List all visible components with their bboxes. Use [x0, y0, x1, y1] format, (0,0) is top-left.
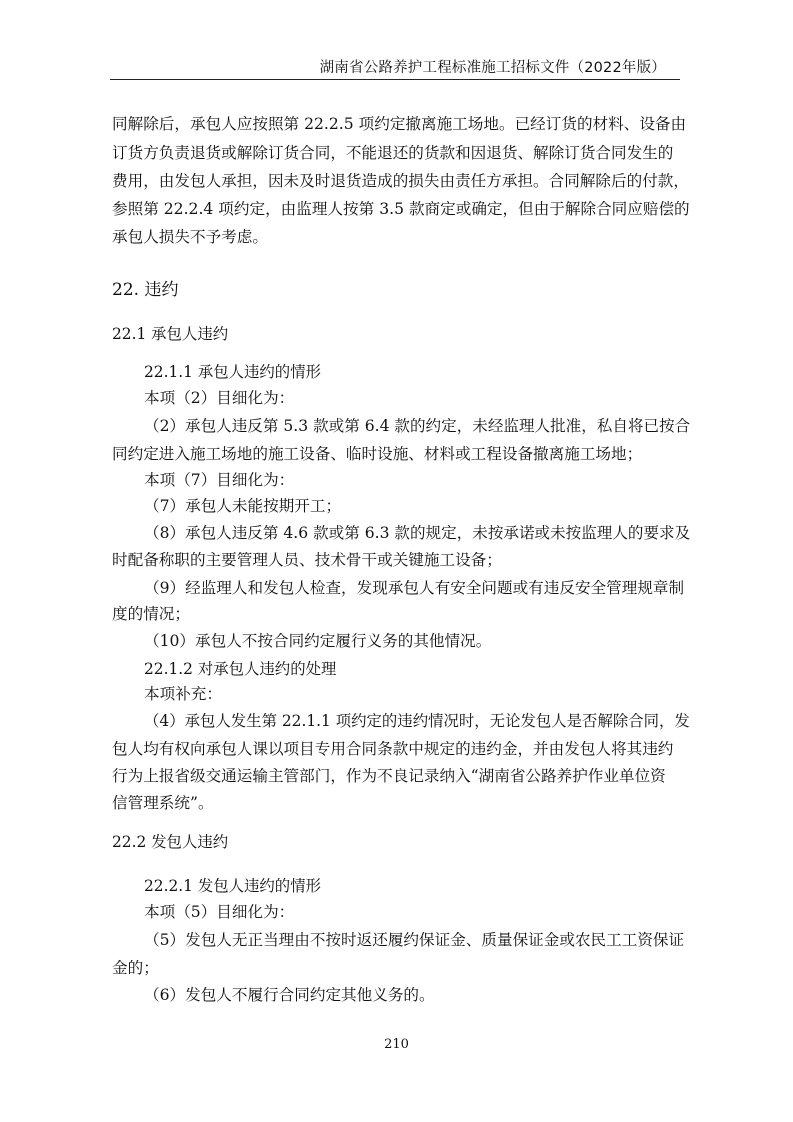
section-heading: 22. 违约 — [112, 280, 179, 300]
body-line: 金的； — [112, 959, 159, 977]
body-line: （8）承包人违反第 4.6 款或第 6.3 款的规定，未按承诺或未按监理人的要求及 — [144, 524, 691, 542]
item-heading: 22.1.2 对承包人违约的处理 — [144, 660, 337, 678]
body-line: （4）承包人发生第 22.1.1 项约定的违约情况时，无论发包人是否解除合同，发 — [144, 712, 690, 730]
body-line: （6）发包人不履行合同约定其他义务的。 — [144, 986, 435, 1004]
body-line: 本项（7）目细化为： — [144, 471, 295, 489]
body-line: 本项（5）目细化为： — [144, 903, 295, 921]
header-title: 湖南省公路养护工程标准施工招标文件（2022年版） — [319, 60, 666, 76]
page-number: 210 — [384, 1037, 409, 1052]
body-line: 同解除后，承包人应按照第 22.2.5 项约定撤离施工场地。已经订货的材料、设备由 — [112, 115, 687, 133]
body-line: 同约定进入施工场地的施工设备、临时设施、材料或工程设备撤离施工场地； — [112, 445, 643, 463]
body-line: 行为上报省级交通运输主管部门，作为不良记录纳入“湖南省公路养护作业单位资 — [112, 767, 666, 785]
body-line: 参照第 22.2.4 项约定，由监理人按第 3.5 款商定或确定，但由于解除合同应赔偿的 — [112, 200, 690, 218]
subsection-heading: 22.1 承包人违约 — [112, 325, 229, 343]
body-line: 时配备称职的主要管理人员、技术骨干或关键施工设备； — [112, 551, 502, 569]
body-line: （5）发包人无正当理由不按时返还履约保证金、质量保证金或农民工工资保证 — [144, 931, 685, 949]
body-line: 订货方负责退货或解除订货合同，不能退还的货款和因退货、解除订货合同发生的 — [112, 144, 674, 162]
body-line: 包人均有权向承包人课以项目专用合同条款中规定的违约金，并由发包人将其违约 — [112, 740, 674, 758]
item-heading: 22.1.1 承包人违约的情形 — [144, 363, 321, 381]
subsection-heading: 22.2 发包人违约 — [112, 833, 229, 851]
body-line: 信管理系统”。 — [112, 794, 214, 812]
body-line: 承包人损失不予考虑。 — [112, 228, 268, 246]
body-line: 本项（2）目细化为： — [144, 389, 295, 407]
header-rule — [110, 79, 680, 80]
body-line: （7）承包人未能按期开工； — [144, 497, 342, 515]
body-line: （9）经监理人和发包人检查，发现承包人有安全问题或有违反安全管理规章制 — [144, 579, 685, 597]
body-line: （2）承包人违反第 5.3 款或第 6.4 款的约定，未经监理人批准，私自将已按合 — [144, 417, 691, 435]
item-heading: 22.2.1 发包人违约的情形 — [144, 877, 321, 895]
body-line: 费用，由发包人承担，因未及时退货造成的损失由责任方承担。合同解除后的付款， — [112, 172, 689, 190]
body-line: 本项补充： — [144, 685, 222, 703]
body-line: （10）承包人不按合同约定履行义务的其他情况。 — [144, 632, 492, 650]
page-header — [110, 48, 680, 80]
body-line: 度的情况； — [112, 605, 190, 623]
